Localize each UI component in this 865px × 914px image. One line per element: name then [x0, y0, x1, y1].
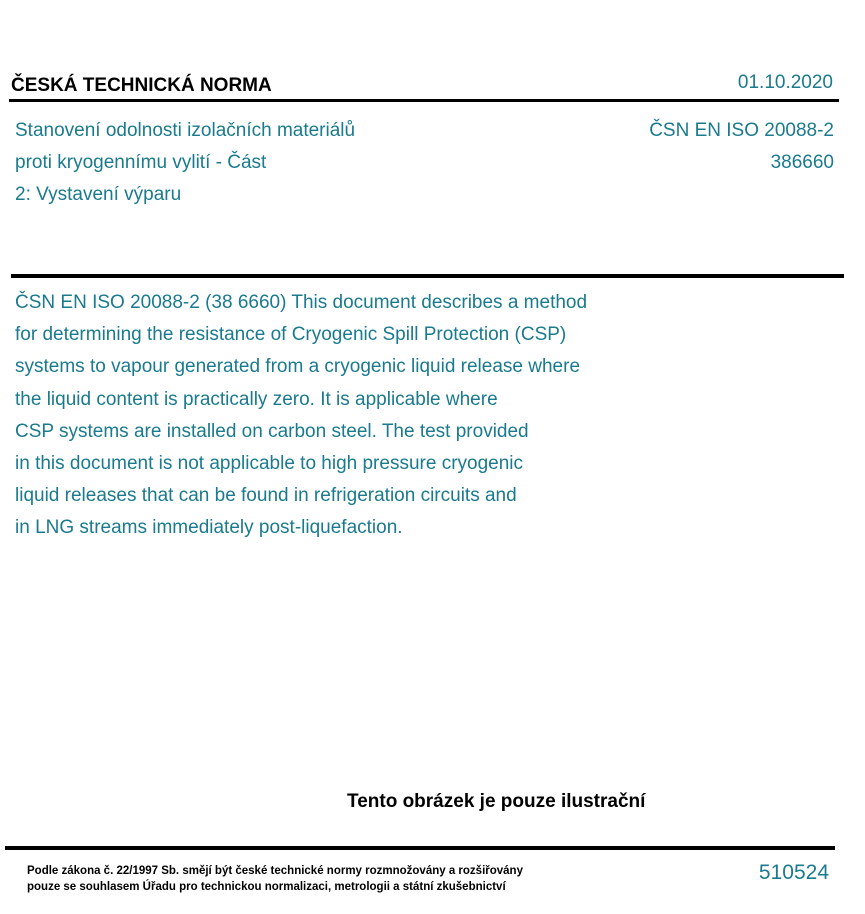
illustration-note: Tento obrázek je pouze ilustrační — [347, 791, 646, 812]
standard-title — [15, 115, 435, 211]
section-divider — [11, 274, 844, 278]
abstract-line: ČSN EN ISO 20088-2 (38 6660) This document describes a method — [15, 292, 588, 313]
legal-notice-line: pouze se souhlasem Úřadu pro technickou normalizaci, metrologii a státní zkušebnictví — [27, 881, 506, 893]
abstract-text — [15, 287, 715, 545]
standard-title-line: 2: Vystavení výparu — [15, 184, 182, 205]
classification-code: 386660 — [770, 152, 834, 173]
document-type-heading: ČESKÁ TECHNICKÁ NORMA — [11, 75, 272, 96]
legal-notice-line: Podle zákona č. 22/1997 Sb. smějí být české technické normy rozmnožovány a rozšiřovány — [27, 865, 523, 877]
standard-title-line: Stanovení odolnosti izolačních materiálů — [15, 120, 356, 141]
document-number: 510524 — [758, 861, 829, 884]
abstract-line: in this document is not applicable to high pressure cryogenic — [15, 453, 524, 475]
abstract-line: liquid releases that can be found in refrigeration circuits and — [15, 485, 517, 507]
abstract-line: CSP systems are installed on carbon steel. The test provided — [15, 420, 529, 442]
footer-divider — [5, 846, 835, 850]
standard-designation: ČSN EN ISO 20088-2 — [649, 120, 834, 141]
header-divider — [9, 99, 839, 102]
legal-notice — [27, 863, 523, 895]
abstract-line: the liquid content is practically zero. It is applicable where — [15, 388, 498, 410]
abstract-line: for determining the resistance of Cryogenic Spill Protection (CSP) — [15, 324, 567, 346]
publication-date: 01.10.2020 — [737, 72, 833, 93]
standard-codes — [649, 115, 834, 179]
abstract-line: systems to vapour generated from a cryogenic liquid release where — [15, 356, 581, 378]
standard-title-line: proti kryogennímu vylití - Část — [15, 152, 267, 173]
abstract-line: in LNG streams immediately post-liquefaction. — [15, 517, 403, 539]
